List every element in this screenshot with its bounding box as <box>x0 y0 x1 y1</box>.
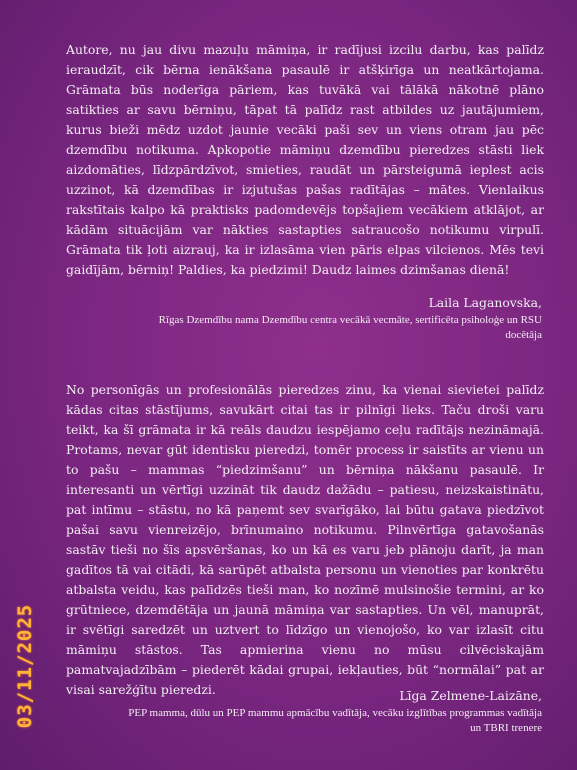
review-paragraph-2: No personīgās un profesionālās pieredzes zinu, ka vienai sievietei palīdz kādas citas stāstījums, savukārt citai tas ir pilnīgi lieks. Taču droši varu teikt, ka šī grāmata ir kā reāls daudzu iespējamo ceļu radītājs nezināmajā. Protams, nevar gūt identisku pieredzi, tomēr process ir saistīts ar vienu un to pašu – mammas “piedzimšanu” un bērniņa nākšanu pasaulē. Ir interesanti un vērtīgi uzzināt tik daudz dažādu – patiesu, neizskaistinātu, pat intīmu – stāstu, no kā paņemt sev svarīgāko, lai būtu gatava piedzīvot pašai savu vienreizējo, brīnumaino notikumu. Pilnvērtīga gatavošanās sastāv tieši no šīs apsvēršanas, ko un kā es varu jeb plānoju darīt, ja man gadītos tā vai citādi, kā sarūpēt atbalsta personu un vienoties par konkrētu atbalsta veidu, kas palīdzēs tieši man, ko nozīmē mulsinošie termini, ar ko grūtniece, dzemdētāja un jaunā māmiņa var sastapties. Un vēl, manuprāt, ir svētīgi saredzēt un uztvert to līdzīgo un vienojošo, ko var izlasīt citu māmiņu stāstos. Tas apmierina vienu no mūsu cilvēciskajām pamatvajadzībām – piederēt kādai grupai, iekļauties, būt “normālai” pat ar visai sarežģītu pieredzi. <box>66 382 544 697</box>
review-author-description-2: PEP mamma, dūlu un PEP mammu apmācību vadītāja, vecāku izglītības programmas vadītāja un TBRI trenere <box>128 707 542 734</box>
review-author-description-1: Rīgas Dzemdību nama Dzemdību centra vecākā vecmāte, sertificēta psiholoģe un RSU docētāja <box>158 314 542 341</box>
review-author-2: Līga Zelmene-Laizāne, <box>399 688 542 703</box>
photo-date-stamp <box>10 596 40 736</box>
review-paragraph-1: Autore, nu jau divu mazuļu māmiņa, ir radījusi izcilu darbu, kas palīdz ieraudzīt, cik bērna ienākšana pasaulē ir atšķirīga un neatkārtojama. Grāmata būs noderīga pāriem, kas tuvākā vai tālākā nākotnē plāno satikties ar savu bērniņu, tāpat tā palīdz rast atbildes uz jautājumiem, kurus bieži mēdz uzdot jaunie vecāki paši sev un viens otram jau pēc dzemdību notikuma. Apkopotie māmiņu dzemdību pieredzes stāsti liek aizdomāties, līdzpārdzīvot, smieties, raudāt un pārsteigumā ieplest acis uzzinot, kā dzemdības ir izjutušas pašas radītājas – mātes. Vienlaikus rakstītais kalpo kā praktisks padomdevējs topšajiem vecākiem atklājot, ar kādām situācijām var nākties sastapties satraucošo notikumu virpulī. Grāmata tik ļoti aizrauj, ka ir izlasāma vien pāris elpas vilcienos. Mēs tevi gaidījām, bērniņ! Paldies, ka piedzimi! Daudz laimes dzimšanas dienā! <box>66 42 544 277</box>
photo-date-stamp-text: 03/11/2025 <box>14 603 36 729</box>
review-author-1: Laila Laganovska, <box>428 295 542 310</box>
